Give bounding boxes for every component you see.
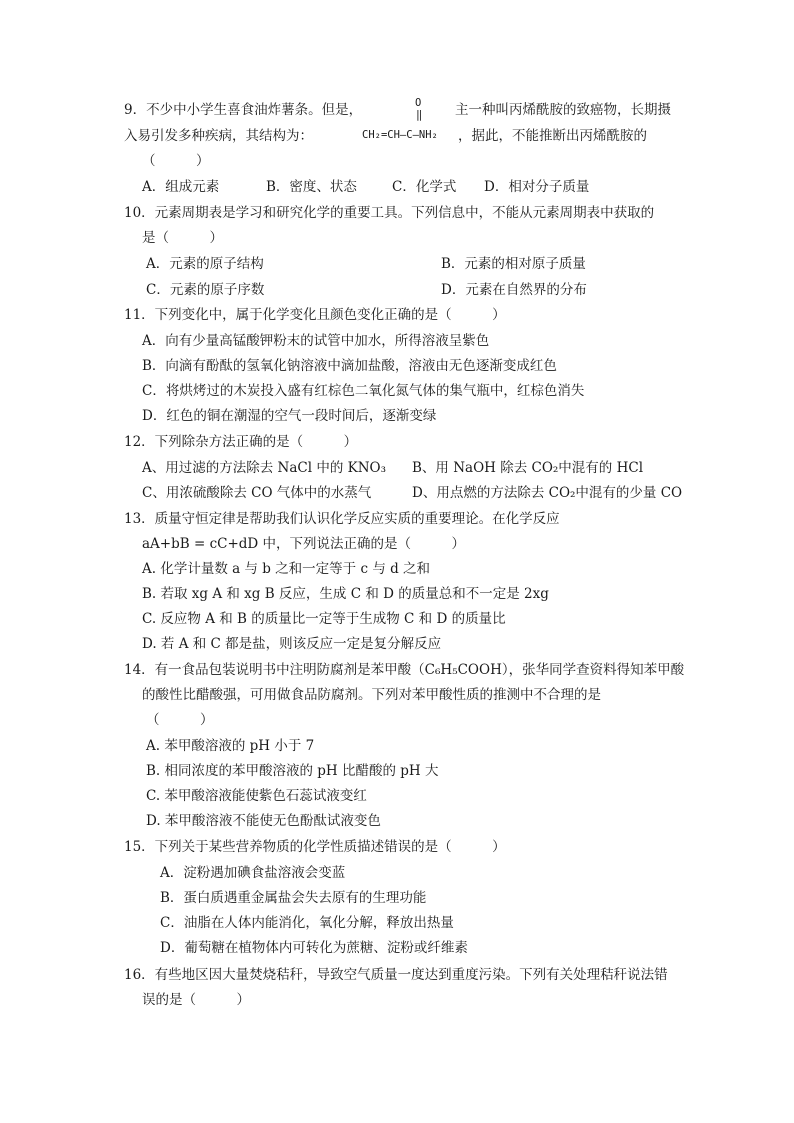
q11-option-d: D．红色的铜在潮湿的空气一段时间后，逐渐变绿 bbox=[142, 408, 437, 424]
q9-formula-oxygen: O bbox=[415, 97, 422, 109]
q11-option-b: B．向滴有酚酞的氢氧化钠溶液中滴加盐酸，溶液由无色逐渐变成红色 bbox=[142, 358, 557, 374]
q14-option-a: A. 苯甲酸溶液的 pH 小于 7 bbox=[146, 738, 315, 754]
q9-option-d: D．相对分子质量 bbox=[484, 179, 590, 195]
q9-line1a: 9．不少中小学生喜食油炸薯条。但是， bbox=[124, 102, 363, 118]
q9-line2a: 入易引发多种疾病，其结构为： bbox=[124, 128, 313, 144]
q15-option-b: B．蛋白质遇重金属盐会失去原有的生理功能 bbox=[160, 890, 427, 906]
q13-line1: 13．质量守恒定律是帮助我们认识化学反应实质的重要理论。在化学反应 bbox=[124, 511, 560, 527]
q11-option-c: C．将烘烤过的木炭投入盛有红棕色二氧化氮气体的集气瓶中，红棕色消失 bbox=[142, 383, 585, 399]
q13-line2: aA+bB = cC+dD 中，下列说法正确的是（ ） bbox=[142, 536, 466, 552]
q15-line1: 15．下列关于某些营养物质的化学性质描述错误的是（ ） bbox=[124, 839, 506, 855]
q9-option-c: C．化学式 bbox=[392, 179, 457, 195]
q9-line1b: 主一种叫丙烯酰胺的致癌物，长期摄 bbox=[455, 102, 671, 118]
q9-option-a: A．组成元素 bbox=[142, 179, 220, 195]
q12-option-b: B、用 NaOH 除去 CO₂中混有的 HCl bbox=[412, 460, 644, 476]
q13-option-d: D. 若 A 和 C 都是盐，则该反应一定是复分解反应 bbox=[142, 636, 442, 652]
q14-option-b: B. 相同浓度的苯甲酸溶液的 pH 比醋酸的 pH 大 bbox=[146, 763, 439, 779]
q14-option-c: C. 苯甲酸溶液能使紫色石蕊试液变红 bbox=[146, 788, 367, 804]
q14-line3: （ ） bbox=[146, 712, 214, 728]
q15-option-a: A．淀粉遇加碘食盐溶液会变蓝 bbox=[160, 865, 346, 881]
q9-option-b: B．密度、状态 bbox=[266, 179, 357, 195]
q15-option-d: D．葡萄糖在植物体内可转化为蔗糖、淀粉或纤维素 bbox=[160, 940, 468, 956]
q9-line3: （ ） bbox=[142, 153, 210, 169]
q15-option-c: C．油脂在人体内能消化，氧化分解，释放出热量 bbox=[160, 915, 454, 931]
q14-line2: 的酸性比醋酸强，可用做食品防腐剂。下列对苯甲酸性质的推测中不合理的是 bbox=[142, 687, 601, 703]
q16-line1: 16．有些地区因大量焚烧秸秆，导致空气质量一度达到重度污染。下列有关处理秸秆说法错 bbox=[124, 967, 668, 983]
q14-option-d: D. 苯甲酸溶液不能使无色酚酞试液变色 bbox=[146, 813, 381, 829]
q12-line1: 12．下列除杂方法正确的是（ ） bbox=[124, 434, 358, 450]
q10-option-b: B．元素的相对原子质量 bbox=[441, 256, 586, 272]
q13-option-a: A. 化学计量数 a 与 b 之和一定等于 c 与 d 之和 bbox=[142, 561, 431, 577]
q9-formula-double-bond: ‖ bbox=[416, 109, 423, 121]
q11-option-a: A．向有少量高锰酸钾粉末的试管中加水，所得溶液呈紫色 bbox=[142, 333, 490, 349]
q10-option-d: D．元素在自然界的分布 bbox=[441, 282, 587, 298]
q12-option-c: C、用浓硫酸除去 CO 气体中的水蒸气 bbox=[142, 485, 372, 501]
q10-option-c: C．元素的原子序数 bbox=[146, 282, 265, 298]
q9-line2b: ，据此，不能推断出丙烯酰胺的 bbox=[458, 128, 647, 144]
q12-option-d: D、用点燃的方法除去 CO₂中混有的少量 CO bbox=[412, 485, 683, 501]
q16-line2: 误的是（ ） bbox=[142, 992, 250, 1008]
q10-line2: 是（ ） bbox=[142, 230, 223, 246]
q11-line1: 11．下列变化中，属于化学变化且颜色变化正确的是（ ） bbox=[124, 307, 506, 323]
q12-option-a: A、用过滤的方法除去 NaCl 中的 KNO₃ bbox=[142, 460, 387, 476]
q10-line1: 10．元素周期表是学习和研究化学的重要工具。下列信息中，不能从元素周期表中获取的 bbox=[124, 205, 655, 221]
q9-structure-formula: CH₂=CH—C—NH₂ bbox=[362, 129, 438, 141]
q13-option-b: B. 若取 xg A 和 xg B 反应，生成 C 和 D 的质量总和不一定是 2xg bbox=[142, 586, 549, 602]
q14-line1: 14．有一食品包装说明书中注明防腐剂是苯甲酸（C₆H₅COOH），张华同学查资料得知苯甲酸 bbox=[124, 662, 685, 678]
q10-option-a: A．元素的原子结构 bbox=[146, 256, 264, 272]
q13-option-c: C. 反应物 A 和 B 的质量比一定等于生成物 C 和 D 的质量比 bbox=[142, 611, 506, 627]
